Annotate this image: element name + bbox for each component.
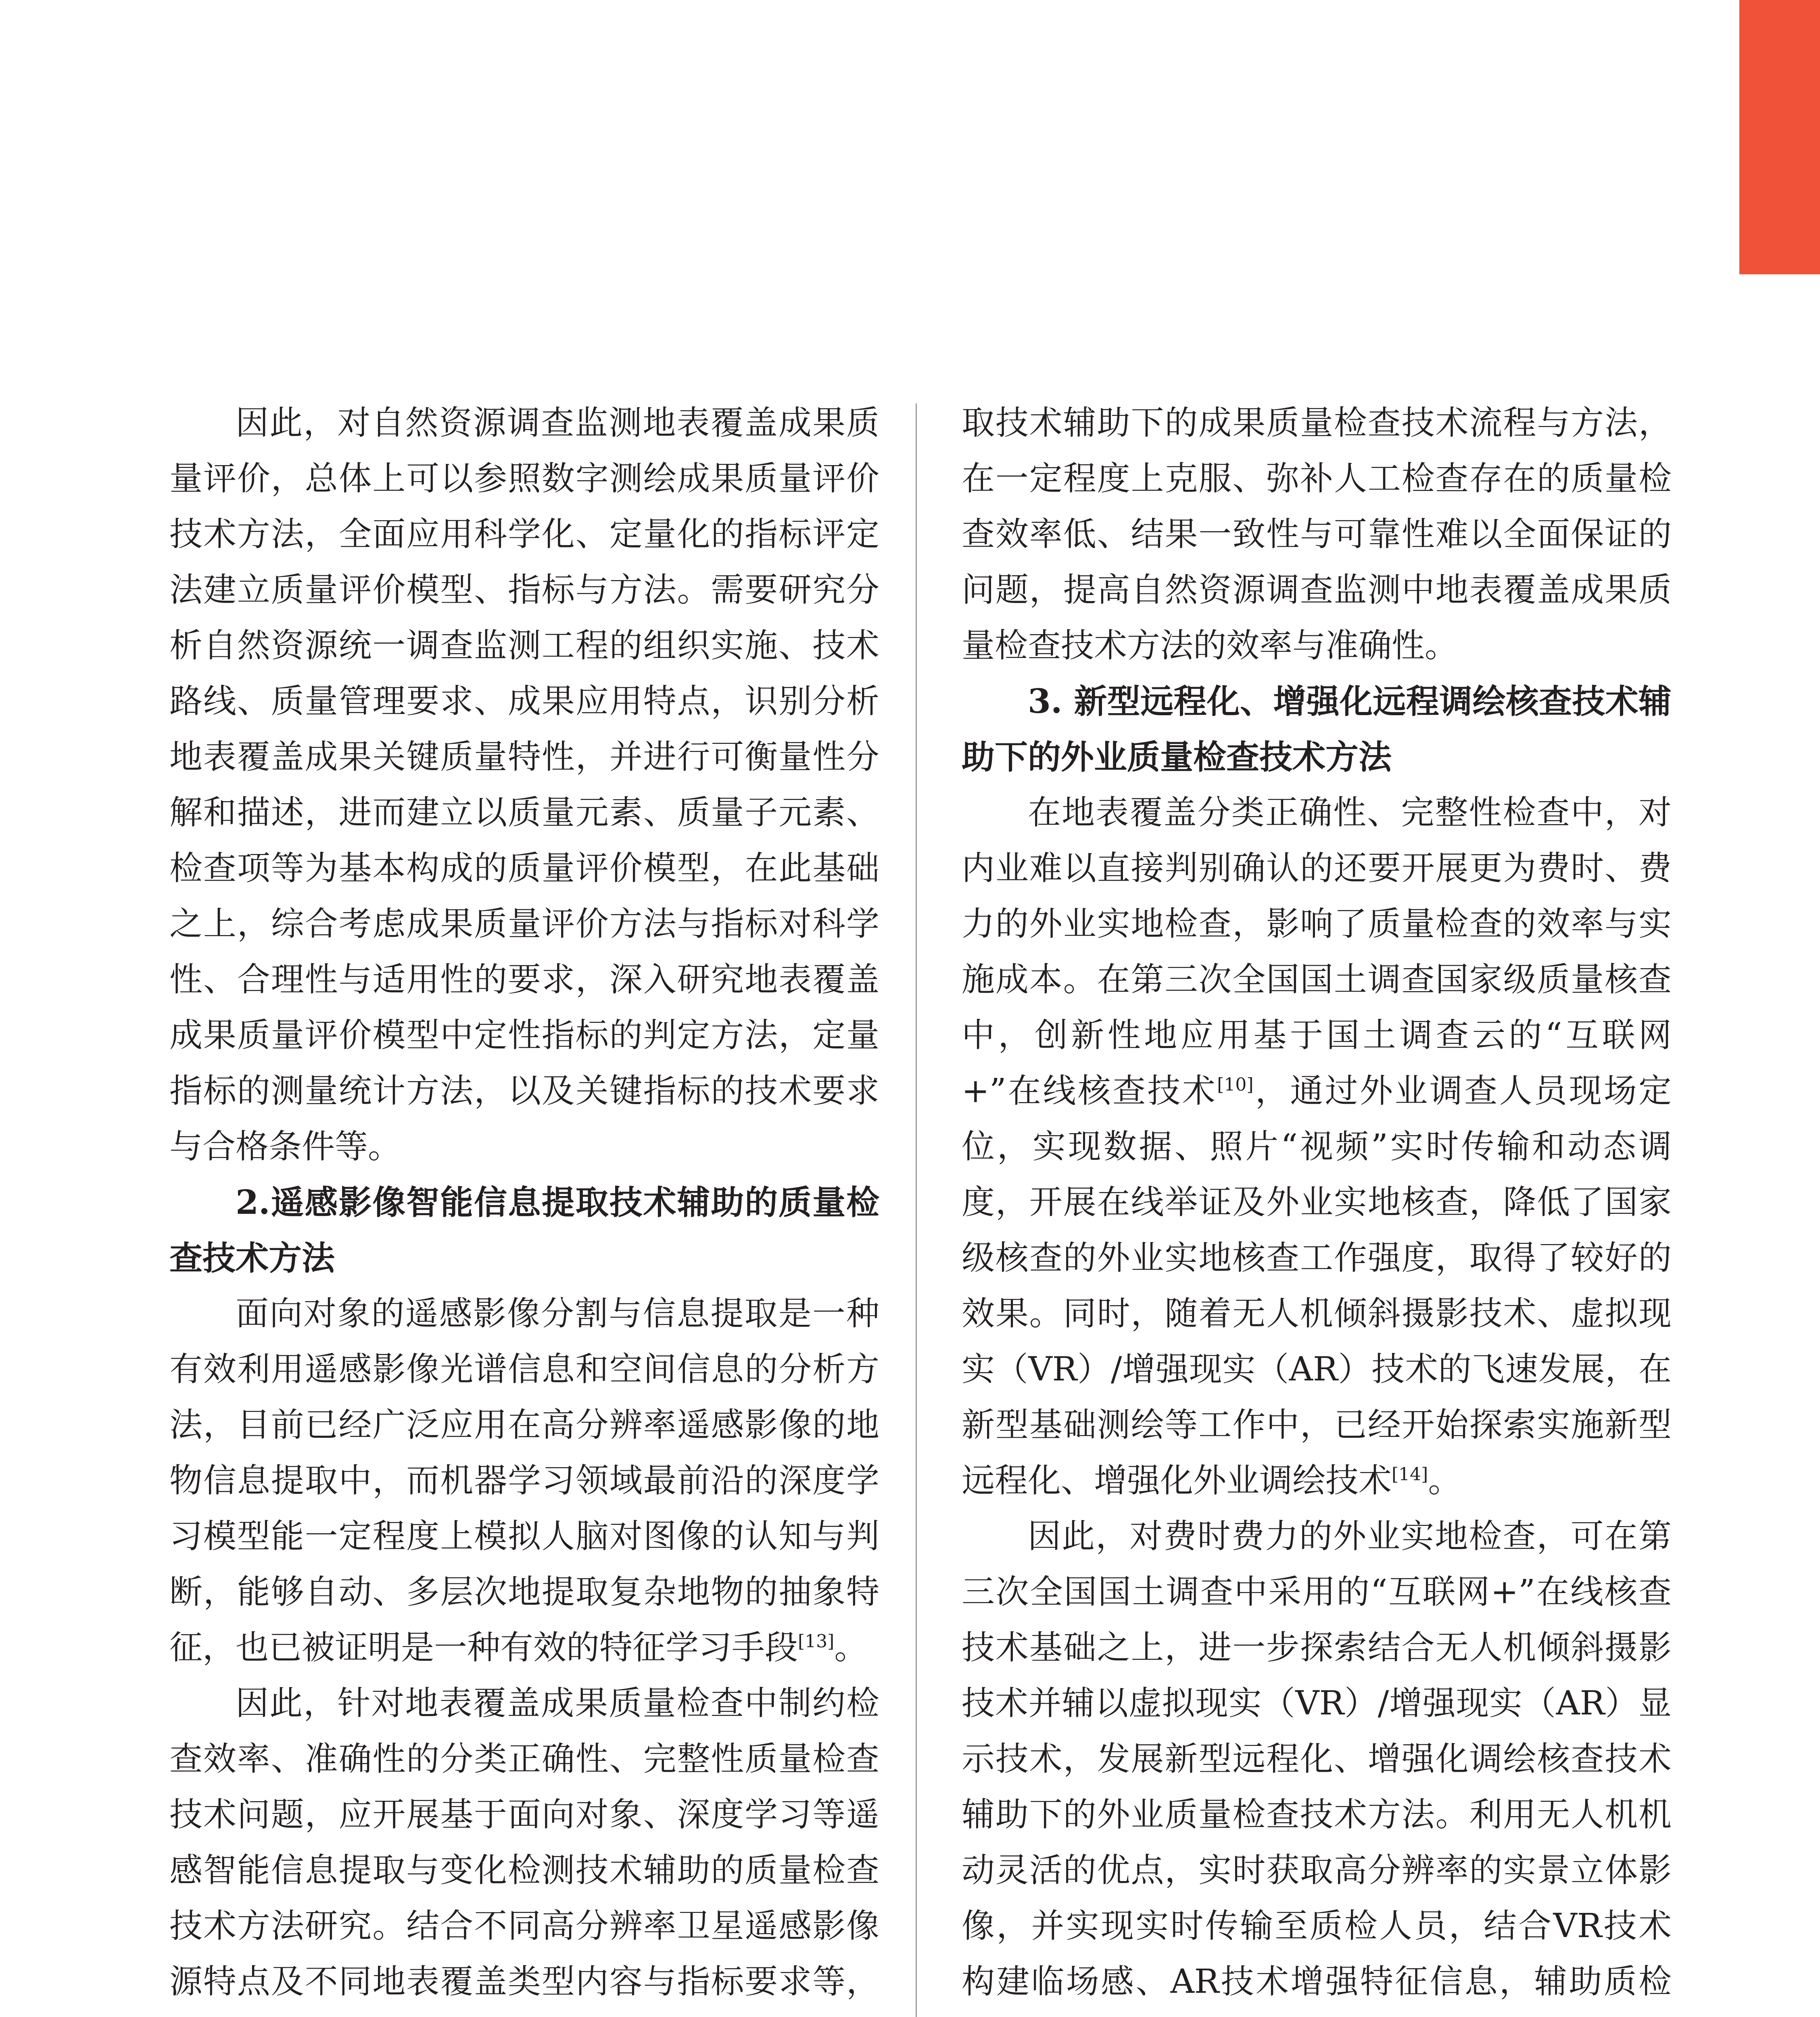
paragraph-remote-enhanced-method: 因此，对费时费力的外业实地检查，可在第三次全国国土调查中采用的“互联网+”在线核查技术基础之上，进一步探索结合无人机倾斜摄影技术并辅以虚拟现实（VR）/增强现实（AR）显示技术，发展新型远程化、增强化调绘核查技术辅助下的外业质量检查技术方法。利用无人机机动灵活的优点，实时获取高分辨率的实景立体影像，并实现实时传输至质检人员，结合VR技术构建临场感、AR技术增强特征信息，辅助质检 (962, 1517, 1672, 2001)
right-column (962, 395, 1672, 2017)
column-divider (916, 403, 917, 2017)
citation-14: [14] (1392, 1464, 1428, 1485)
paragraph-text: 在地表覆盖分类正确性、完整性检查中，对内业难以直接判别确认的还要开展更为费时、费力的外业实地检查，影响了质量检查的效率与实施成本。在第三次全国国土调查国家级质量核查中，创新性地应用基于国土调查云的“互联网+”在线核查技术 (962, 793, 1672, 1110)
section-heading-2: 2.遥感影像智能信息提取技术辅助的质量检查技术方法 (169, 1183, 879, 1278)
paragraph-smart-extraction-method: 因此，针对地表覆盖成果质量检查中制约检查效率、准确性的分类正确性、完整性质量检查技术问题，应开展基于面向对象、深度学习等遥感智能信息提取与变化检测技术辅助的质量检查技术方法研究。结合不同高分辨率卫星遥感影像源特点及不同地表覆盖类型内容与指标要求等， (169, 1684, 879, 2001)
paragraph-continuation: 取技术辅助下的成果质量检查技术流程与方法，在一定程度上克服、弥补人工检查存在的质量检查效率低、结果一致性与可靠性难以全面保证的问题，提高自然资源调查监测中地表覆盖成果质量检查技术方法的效率与准确性。 (962, 404, 1672, 665)
paragraph-text: ，通过外业调查人员现场定位，实现数据、照片“视频”实时传输和动态调度，开展在线举证及外业实地核查，降低了国家级核查的外业实地核查工作强度，取得了较好的效果。同时，随着无人机倾斜摄影技术、虚拟现实（VR）/增强现实（AR）技术的飞速发展，在新型基础测绘等工作中，已经开始探索实施新型远程化、增强化外业调绘技术 (962, 1072, 1672, 1500)
paragraph-end: 。 (1428, 1462, 1461, 1500)
corner-color-tab (1739, 0, 1820, 274)
paragraph-field-inspection (962, 785, 1672, 1509)
section-heading-3: 3. 新型远程化、增强化远程调绘核查技术辅助下的外业质量检查技术方法 (962, 682, 1672, 777)
citation-13: [13] (798, 1631, 835, 1652)
paragraph-object-oriented-extraction (169, 1286, 879, 1676)
left-column (169, 395, 879, 2017)
paragraph-end: 。 (834, 1629, 868, 1667)
paragraph-text: 面向对象的遥感影像分割与信息提取是一种有效利用遥感影像光谱信息和空间信息的分析方法，目前已经广泛应用在高分辨率遥感影像的地物信息提取中，而机器学习领域最前沿的深度学习模型能一定程度上模拟人脑对图像的认知与判断，能够自动、多层次地提取复杂地物的抽象特征，也已被证明是一种有效的特征学习手段 (169, 1295, 879, 1667)
paragraph-quality-evaluation: 因此，对自然资源调查监测地表覆盖成果质量评价，总体上可以参照数字测绘成果质量评价技术方法，全面应用科学化、定量化的指标评定法建立质量评价模型、指标与方法。需要研究分析自然资源统一调查监测工程的组织实施、技术路线、质量管理要求、成果应用特点，识别分析地表覆盖成果关键质量特性，并进行可衡量性分解和描述，进而建立以质量元素、质量子元素、检查项等为基本构成的质量评价模型，在此基础之上，综合考虑成果质量评价方法与指标对科学性、合理性与适用性的要求，深入研究地表覆盖成果质量评价模型中定性指标的判定方法，定量指标的测量统计方法，以及关键指标的技术要求与合格条件等。 (169, 404, 879, 1166)
citation-10: [10] (1217, 1074, 1254, 1095)
